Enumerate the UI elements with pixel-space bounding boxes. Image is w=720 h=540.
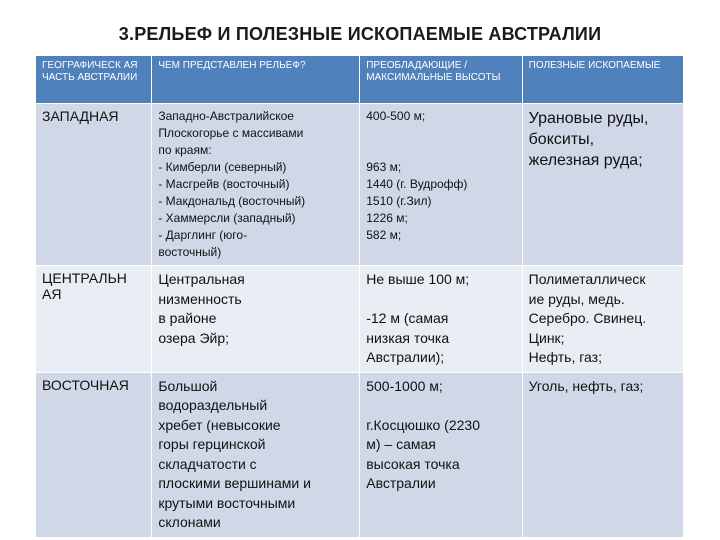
cell-part: ВОСТОЧНАЯ xyxy=(36,372,152,537)
cell-heights: 400-500 м; 963 м; 1440 (г. Вудрофф) 1510 (г.Зил) 1226 м; 582 м; xyxy=(360,104,522,266)
cell-part: ЦЕНТРАЛЬН АЯ xyxy=(36,266,152,373)
cell-minerals: Урановые руды, бокситы, железная руда; xyxy=(522,104,683,266)
header-minerals: ПОЛЕЗНЫЕ ИСКОПАЕМЫЕ xyxy=(522,56,683,104)
page-title: 3.РЕЛЬЕФ И ПОЛЕЗНЫЕ ИСКОПАЕМЫЕ АВСТРАЛИИ xyxy=(118,24,602,44)
cell-minerals: Полиметаллическ ие руды, медь. Серебро. Свинец. Цинк; Нефть, газ; xyxy=(522,266,683,373)
header-heights: ПРЕОБЛАДАЮЩИЕ /МАКСИМАЛЬНЫЕ ВЫСОТЫ xyxy=(360,56,522,104)
cell-minerals: Уголь, нефть, газ; xyxy=(522,372,683,537)
table-row-west xyxy=(36,104,684,266)
cell-part: ЗАПАДНАЯ xyxy=(36,104,152,266)
cell-relief: Западно-Австралийское Плоскогорье с массивами по краям: - Кимберли (северный) - Масгрейв (восточный) - Макдональд (восточный) - Хаммерсли (западный) - Дарглинг (юго- восточный) xyxy=(152,104,360,266)
cell-heights: 500-1000 м; г.Косцюшко (2230 м) – самая высокая точка Австралии xyxy=(360,372,522,537)
cell-heights: Не выше 100 м; -12 м (самая низкая точка Австралии); xyxy=(360,266,522,373)
header-geographic-part: ГЕОГРАФИЧЕСК АЯ ЧАСТЬ АВСТРАЛИИ xyxy=(36,56,152,104)
table-row-east xyxy=(36,372,684,537)
cell-relief: Центральная низменность в районе озера Эйр; xyxy=(152,266,360,373)
table-header-row xyxy=(36,56,684,104)
cell-relief: Большой водораздельный хребет (невысокие горы герцинской складчатости с плоскими вершинами и крутыми восточными склонами xyxy=(152,372,360,537)
relief-minerals-table xyxy=(36,56,684,538)
table-row-central xyxy=(36,266,684,373)
header-relief: ЧЕМ ПРЕДСТАВЛЕН РЕЛЬЕФ? xyxy=(152,56,360,104)
